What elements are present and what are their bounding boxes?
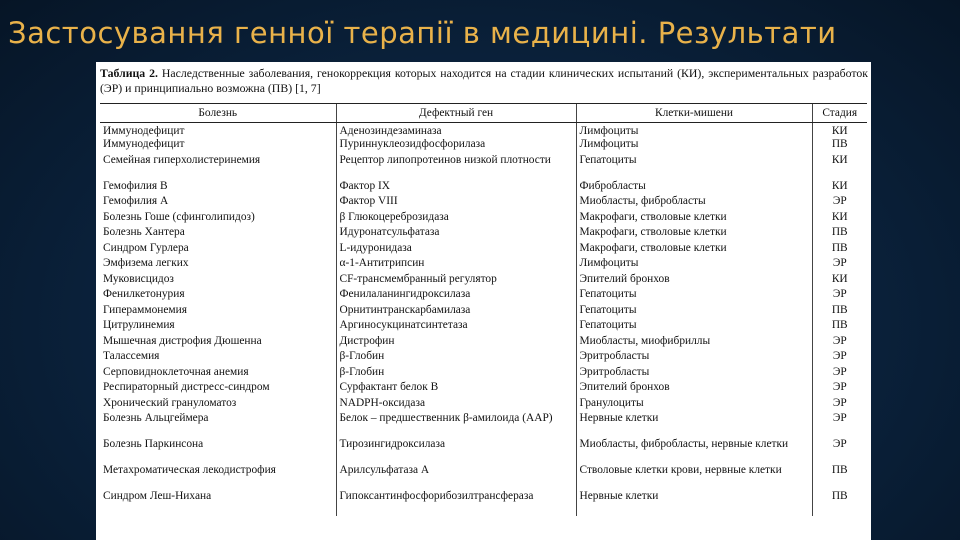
cell-stage: КИ — [812, 211, 867, 227]
cell-stage: ЭР — [812, 438, 867, 464]
cell-target-cells: Лимфоциты — [576, 123, 812, 139]
cell-gene: Белок – предшественник β-амилоида (ААР) — [336, 412, 576, 438]
cell-target-cells: Миобласты, фибробласты — [576, 195, 812, 211]
cell-gene: Сурфактант белок В — [336, 381, 576, 397]
cell-gene: Дистрофин — [336, 335, 576, 351]
cell-stage: ПВ — [812, 242, 867, 258]
cell-gene: Фактор VIII — [336, 195, 576, 211]
cell-target-cells: Эритробласты — [576, 366, 812, 382]
header-gene: Дефектный ген — [336, 104, 576, 123]
cell-disease: Метахроматическая лекодистрофия — [103, 464, 276, 476]
cell-disease: Болезнь Паркинсона — [103, 438, 204, 450]
cell-stage: ПВ — [812, 138, 867, 154]
table-row — [100, 154, 867, 180]
cell-disease: Цитрулинемия — [103, 319, 175, 331]
cell-stage: ЭР — [812, 366, 867, 382]
cell-gene: Пуриннуклеозидфосфорилаза — [336, 138, 576, 154]
cell-target-cells: Стволовые клетки крови, нервные клетки — [576, 464, 812, 490]
cell-stage: ЭР — [812, 257, 867, 273]
cell-gene: β-Глобин — [336, 366, 576, 382]
cell-gene: Аргиносукцинатсинтетаза — [336, 319, 576, 335]
cell-disease: Синдром Гурлера — [103, 241, 189, 254]
cell-disease: Муковисцидоз — [103, 272, 174, 285]
cell-stage: ЭР — [812, 397, 867, 413]
cell-disease: Хронический грануломатоз — [103, 396, 237, 409]
table-row — [100, 464, 867, 490]
header-cells: Клетки-мишени — [576, 104, 812, 123]
table-row — [100, 211, 867, 227]
table-row — [100, 366, 867, 382]
table-row — [100, 195, 867, 211]
cell-target-cells: Миобласты, фибробласты, нервные клетки — [576, 438, 812, 464]
cell-gene: Орнитинтранскарбамилаза — [336, 304, 576, 320]
cell-gene: Рецептор липопротеинов низкой плотности — [336, 154, 576, 180]
table-caption-label: Таблица 2. — [100, 66, 158, 80]
cell-disease: Гипераммонемия — [103, 303, 187, 316]
cell-target-cells: Лимфоциты — [576, 138, 812, 154]
cell-stage: ЭР — [812, 381, 867, 397]
table-row — [100, 490, 867, 516]
cell-gene: Гипоксантинфосфорибозилтрансфераза — [336, 490, 576, 516]
table-row — [100, 226, 867, 242]
cell-disease: Болезнь Альцгеймера — [103, 412, 209, 424]
slide-title: Застосування генної терапії в медицині. Результати — [8, 16, 837, 50]
cell-stage: ЭР — [812, 350, 867, 366]
cell-disease: Синдром Леш-Нихана — [103, 490, 212, 502]
disease-table — [100, 103, 867, 516]
cell-stage: ЭР — [812, 412, 867, 438]
cell-disease: Мышечная дистрофия Дюшенна — [103, 334, 262, 347]
cell-disease: Гемофилия А — [103, 195, 169, 207]
cell-gene: α-1-Антитрипсин — [336, 257, 576, 273]
table-row — [100, 242, 867, 258]
table-row — [100, 304, 867, 320]
cell-stage: КИ — [812, 123, 867, 139]
cell-target-cells: Гепатоциты — [576, 304, 812, 320]
cell-disease: Серповидноклеточная анемия — [103, 365, 249, 378]
table-row — [100, 257, 867, 273]
table-header-row — [100, 104, 867, 123]
cell-stage: ЭР — [812, 288, 867, 304]
cell-stage: ЭР — [812, 195, 867, 211]
cell-stage: ЭР — [812, 335, 867, 351]
table-caption-text: Наследственные заболевания, генокоррекция которых находится на стадии клинических испытаний (КИ), экспериментальных разработок (ЭР) и принципиально возможна (ПВ) [1, 7] — [100, 66, 868, 95]
document-scan — [96, 62, 871, 540]
cell-target-cells: Макрофаги, стволовые клетки — [576, 242, 812, 258]
table-caption — [100, 66, 868, 96]
cell-gene: L-идуронидаза — [336, 242, 576, 258]
cell-gene: Идуронатсульфатаза — [336, 226, 576, 242]
header-disease: Болезнь — [100, 104, 336, 123]
table-row — [100, 273, 867, 289]
table-row — [100, 288, 867, 304]
table-row — [100, 319, 867, 335]
cell-disease: Фенилкетонурия — [103, 288, 185, 300]
cell-gene: Фенилаланингидроксилаза — [336, 288, 576, 304]
cell-stage: ПВ — [812, 319, 867, 335]
cell-stage: ПВ — [812, 490, 867, 516]
cell-target-cells: Лимфоциты — [576, 257, 812, 273]
cell-disease: Семейная гиперхолистеринемия — [103, 153, 261, 166]
cell-target-cells: Эпителий бронхов — [576, 273, 812, 289]
cell-disease: Респираторный дистресс-синдром — [103, 381, 270, 393]
cell-gene: Тирозингидроксилаза — [336, 438, 576, 464]
cell-target-cells: Эпителий бронхов — [576, 381, 812, 397]
cell-target-cells: Макрофаги, стволовые клетки — [576, 226, 812, 242]
cell-target-cells: Фибробласты — [576, 180, 812, 196]
cell-gene: CF-трансмембранный регулятор — [336, 273, 576, 289]
cell-target-cells: Макрофаги, стволовые клетки — [576, 211, 812, 227]
cell-stage: КИ — [812, 154, 867, 180]
cell-target-cells: Гепатоциты — [576, 319, 812, 335]
table-row — [100, 381, 867, 397]
cell-gene: Аденозиндезаминаза — [336, 123, 576, 139]
cell-gene: β-Глобин — [336, 350, 576, 366]
cell-gene: Фактор IX — [336, 180, 576, 196]
cell-disease: Иммунодефицит — [103, 125, 185, 137]
cell-target-cells: Нервные клетки — [576, 490, 812, 516]
table-row — [100, 438, 867, 464]
table-row — [100, 335, 867, 351]
cell-target-cells: Миобласты, миофибриллы — [576, 335, 812, 351]
cell-stage: ПВ — [812, 464, 867, 490]
cell-gene: NADPH-оксидаза — [336, 397, 576, 413]
table-row — [100, 123, 867, 139]
table-row — [100, 412, 867, 438]
table-row — [100, 180, 867, 196]
cell-disease: Гемофилия В — [103, 179, 168, 192]
cell-target-cells: Гепатоциты — [576, 288, 812, 304]
cell-stage: КИ — [812, 273, 867, 289]
cell-stage: ПВ — [812, 304, 867, 320]
cell-target-cells: Нервные клетки — [576, 412, 812, 438]
header-stage: Стадия — [812, 104, 867, 123]
cell-disease: Болезнь Гоше (сфинголипидоз) — [103, 210, 255, 223]
cell-target-cells: Гепатоциты — [576, 154, 812, 180]
cell-stage: КИ — [812, 180, 867, 196]
table-row — [100, 350, 867, 366]
cell-gene: β Глюкоцереброзидаза — [336, 211, 576, 227]
table-row — [100, 397, 867, 413]
cell-target-cells: Гранулоциты — [576, 397, 812, 413]
table-row — [100, 138, 867, 154]
cell-disease: Иммунодефицит — [103, 138, 185, 150]
cell-target-cells: Эритробласты — [576, 350, 812, 366]
cell-stage: ПВ — [812, 226, 867, 242]
cell-disease: Болезнь Хантера — [103, 226, 185, 238]
cell-disease: Эмфизема легких — [103, 257, 189, 269]
cell-gene: Арилсульфатаза А — [336, 464, 576, 490]
cell-disease: Талассемия — [103, 350, 160, 362]
